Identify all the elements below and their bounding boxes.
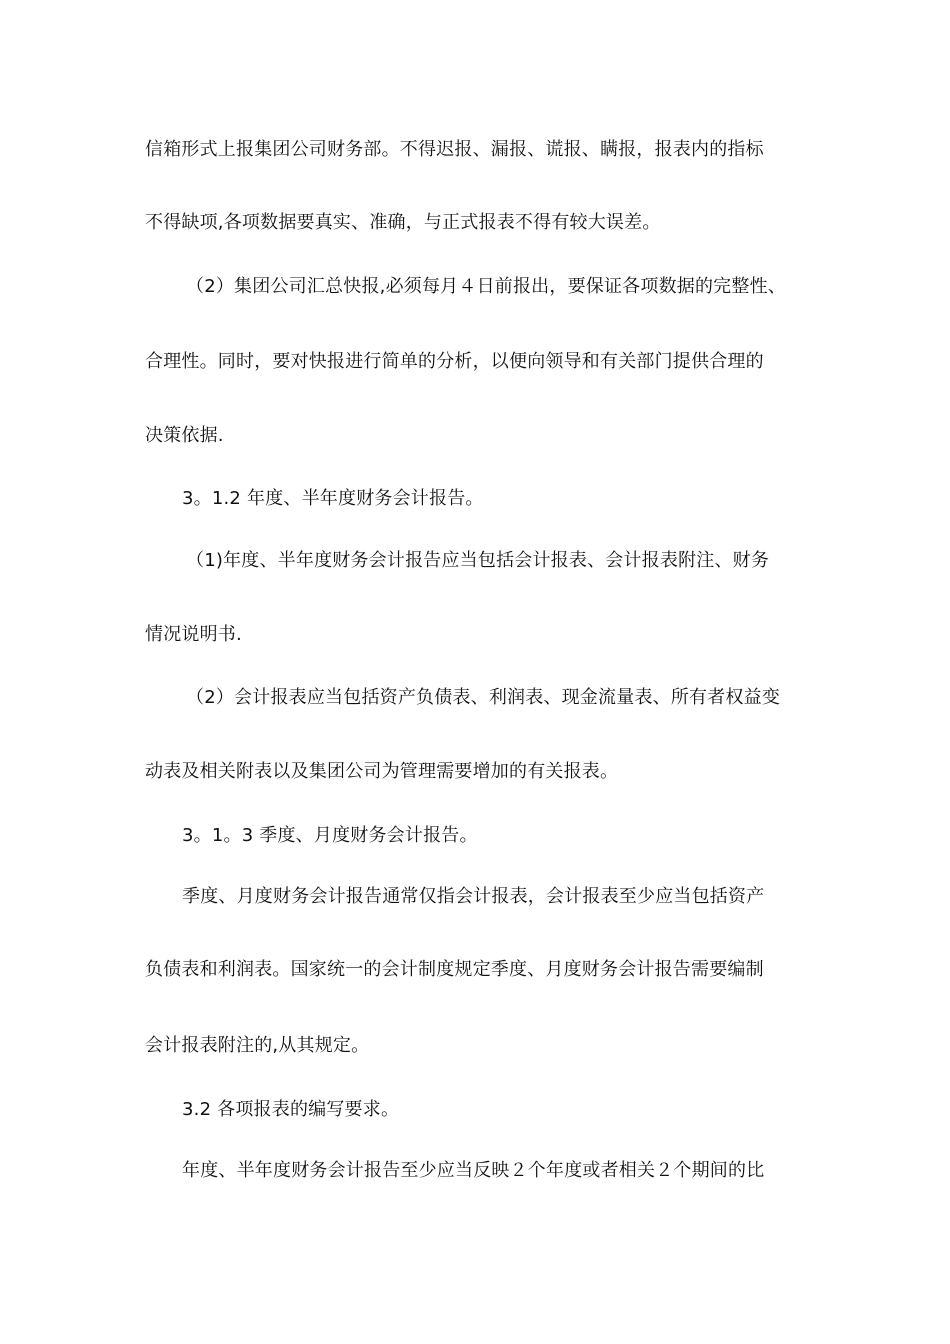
paragraph-line-4: 合理性。同时，要对快报进行简单的分析，以便向领导和有关部门提供合理的	[145, 351, 764, 372]
paragraph-line-7: （1)年度、半年度财务会计报告应当包括会计报表、会计报表附注、财务	[186, 550, 770, 571]
paragraph-line-10: 动表及相关附表以及集团公司为管理需要增加的有关报表。	[145, 761, 619, 782]
paragraph-line-1: 信箱形式上报集团公司财务部。不得迟报、漏报、谎报、瞒报，报表内的指标	[145, 139, 764, 160]
paragraph-line-14: 会计报表附注的,从其规定。	[145, 1035, 370, 1056]
section-heading-3-1-3: 3。1。3 季度、月度财务会计报告。	[182, 825, 478, 846]
paragraph-line-3: （2）集团公司汇总快报,必须每月４日前报出，要保证各项数据的完整性、	[186, 276, 786, 297]
paragraph-line-13: 负债表和利润表。国家统一的会计制度规定季度、月度财务会计报告需要编制	[145, 959, 764, 980]
paragraph-line-16: 年度、半年度财务会计报告至少应当反映２个年度或者相关２个期间的比	[182, 1160, 765, 1181]
section-heading-3-2: 3.2 各项报表的编写要求。	[182, 1099, 400, 1120]
paragraph-line-2: 不得缺项,各项数据要真实、准确，与正式报表不得有较大误差。	[145, 212, 661, 233]
paragraph-line-8: 情况说明书.	[145, 624, 242, 645]
paragraph-line-5: 决策依据.	[145, 425, 224, 446]
paragraph-line-12: 季度、月度财务会计报告通常仅指会计报表，会计报表至少应当包括资产	[182, 886, 765, 907]
section-heading-3-1-2: 3。1.2 年度、半年度财务会计报告。	[182, 488, 484, 509]
paragraph-line-9: （2）会计报表应当包括资产负债表、利润表、现金流量表、所有者权益变	[186, 687, 781, 708]
